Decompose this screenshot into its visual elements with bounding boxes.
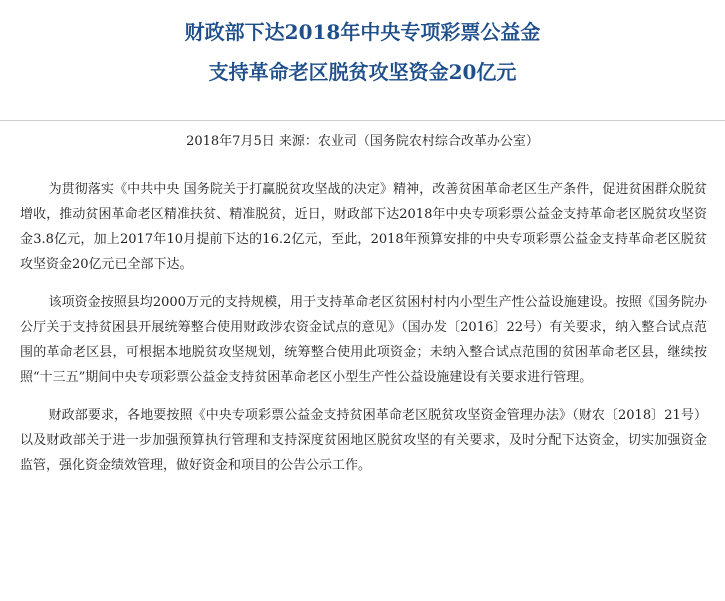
article-title-line-2: 支持革命老区脱贫攻坚资金20亿元 bbox=[208, 60, 517, 84]
source-name: 农业司（国务院农村综合改革办公室） bbox=[317, 134, 539, 149]
article-title bbox=[0, 0, 725, 92]
paragraph-3: 财政部要求，各地要按照《中央专项彩票公益金支持贫困革命老区脱贫攻坚资金管理办法》（财农〔2018〕21号）以及财政部关于进一步加强预算执行管理和支持深度贫困地区脱贫攻坚的有关要求，及时分配下达资金，切实加强资金监管，强化资金绩效管理，做好资金和项目的公告公示工作。 bbox=[20, 408, 707, 473]
article-title-line-1: 财政部下达2018年中央专项彩票公益金 bbox=[184, 20, 541, 44]
source-label: 来源： bbox=[278, 134, 318, 149]
article-meta bbox=[0, 131, 725, 153]
paragraph-2: 该项资金按照县均2000万元的支持规模，用于支持革命老区贫困村村内小型生产性公益设施建设。按照《国务院办公厅关于支持贫困县开展统筹整合使用财政涉农资金试点的意见》（国办发〔2016〕22号）有关要求，纳入整合试点范围的革命老区县，可根据本地脱贫攻坚规划，统筹整合使用此项资金；未纳入整合试点范围的贫困革命老区县，继续按照“十三五”期间中央专项彩票公益金支持贫困革命老区小型生产性公益设施建设有关要求进行管理。 bbox=[20, 295, 707, 385]
article-body bbox=[20, 177, 707, 491]
paragraph-1: 为贯彻落实《中共中央 国务院关于打赢脱贫攻坚战的决定》精神，改善贫困革命老区生产条件，促进贫困群众脱贫增收，推动贫困革命老区精准扶贫、精准脱贫，近日，财政部下达2018年中央专项彩票公益金支持革命老区脱贫攻坚资金3.8亿元，加上2017年10月提前下达的16.2亿元，至此，2018年预算安排的中央专项彩票公益金支持革命老区脱贫攻坚资金20亿元已全部下达。 bbox=[20, 182, 707, 272]
publish-date: 2018年7月5日 bbox=[186, 134, 275, 149]
title-divider bbox=[0, 120, 725, 121]
